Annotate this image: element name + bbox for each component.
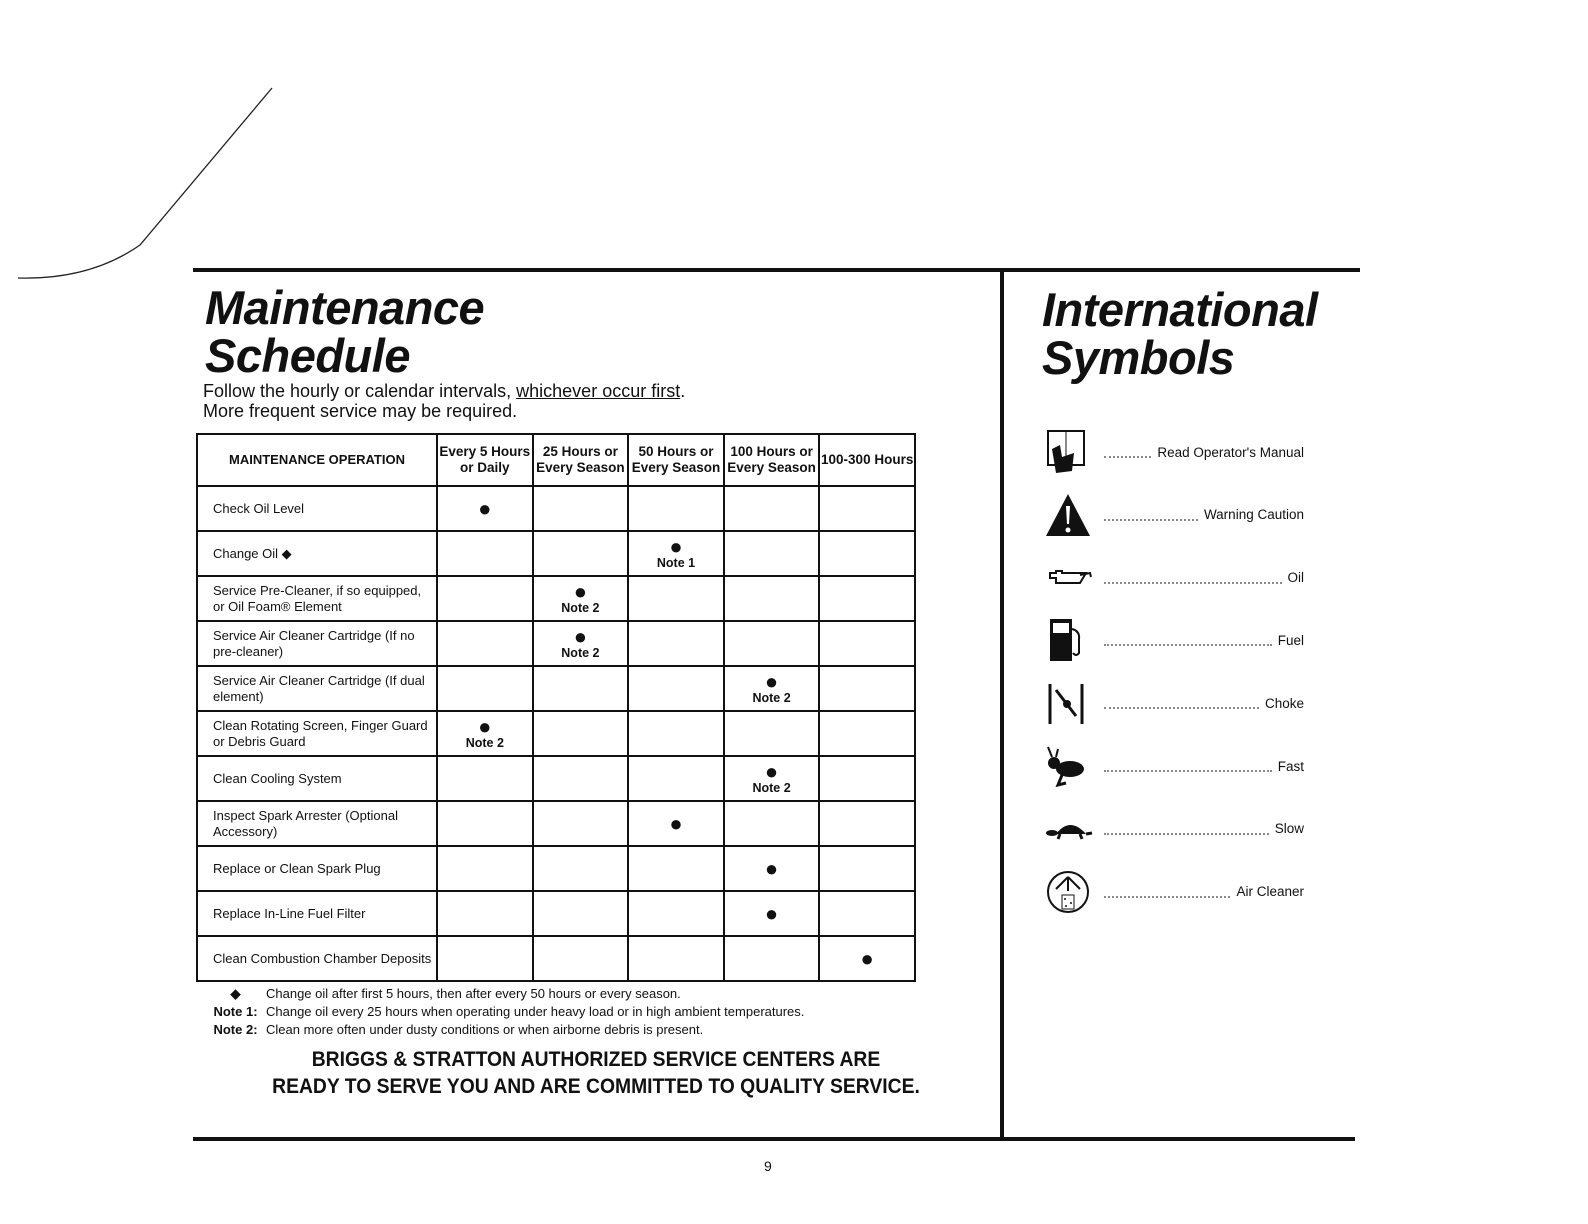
schedule-dot: ● xyxy=(860,945,874,971)
symbol-turtle xyxy=(1042,804,1304,854)
cell-note: Note 2 xyxy=(561,600,600,615)
operation-cell: Change Oil ◆ xyxy=(197,531,437,576)
footnote-key: Note 1: xyxy=(213,1004,258,1019)
cta-line-2: READY TO SERVE YOU AND ARE COMMITTED TO QUALITY SERVICE. xyxy=(272,1075,920,1098)
symbol-oil-can xyxy=(1042,553,1304,603)
schedule-cell xyxy=(628,666,724,711)
table-row xyxy=(197,756,915,801)
symbol-label: Fast xyxy=(1277,758,1304,774)
table-row xyxy=(197,531,915,576)
fuel-pump-icon xyxy=(1042,615,1094,665)
warning-icon xyxy=(1042,490,1094,540)
symbol-fuel-pump xyxy=(1042,615,1304,665)
schedule-cell xyxy=(437,576,533,621)
schedule-cell xyxy=(533,621,629,666)
schedule-cell xyxy=(437,711,533,756)
footnote-text: Clean more often under dusty conditions or when airborne debris is present. xyxy=(266,1022,704,1037)
schedule-cell xyxy=(819,756,915,801)
schedule-cell xyxy=(533,486,629,531)
maintenance-subtitle xyxy=(203,381,685,421)
interval-header: Every 5 Hours or Daily xyxy=(437,434,533,486)
schedule-cell xyxy=(628,846,724,891)
footnote-key: ◆ xyxy=(230,986,241,1001)
schedule-cell xyxy=(533,666,629,711)
leader-dots xyxy=(1104,886,1230,898)
schedule-cell xyxy=(724,666,820,711)
symbol-label: Choke xyxy=(1264,695,1304,711)
schedule-cell xyxy=(819,486,915,531)
leader-dots xyxy=(1104,823,1269,835)
symbol-label: Air Cleaner xyxy=(1236,884,1304,900)
schedule-cell xyxy=(724,621,820,666)
schedule-cell xyxy=(437,801,533,846)
schedule-cell xyxy=(437,936,533,981)
schedule-dot: ● xyxy=(573,578,588,604)
symbol-choke xyxy=(1042,678,1304,728)
table-row xyxy=(197,621,915,666)
operation-cell: Clean Combustion Chamber Deposits xyxy=(197,936,437,981)
air-cleaner-icon xyxy=(1042,867,1094,917)
footnote xyxy=(205,985,804,1003)
table-row xyxy=(197,801,915,846)
operation-cell: Check Oil Level xyxy=(197,486,437,531)
subtitle-text: Follow the hourly or calendar intervals, xyxy=(203,381,517,401)
symbols-title-line-1: International xyxy=(1042,283,1318,336)
choke-icon xyxy=(1042,678,1094,728)
schedule-cell xyxy=(533,711,629,756)
bottom-rule xyxy=(193,1137,1355,1141)
interval-header: 25 Hours or Every Season xyxy=(533,434,629,486)
footnote xyxy=(205,1003,804,1021)
schedule-cell xyxy=(437,666,533,711)
operation-cell: Replace or Clean Spark Plug xyxy=(197,846,437,891)
schedule-cell xyxy=(724,576,820,621)
table-row xyxy=(197,711,915,756)
schedule-cell xyxy=(724,891,820,936)
top-rule xyxy=(193,268,1360,272)
interval-header: 100-300 Hours xyxy=(819,434,915,486)
title-line-1: Maintenance xyxy=(205,281,485,334)
schedule-cell xyxy=(533,531,629,576)
symbol-label: Warning Caution xyxy=(1203,507,1304,523)
cell-note: Note 2 xyxy=(752,780,791,795)
cell-note: Note 2 xyxy=(561,645,600,660)
cell-note: Note 1 xyxy=(656,555,696,570)
operation-cell: Clean Cooling System xyxy=(197,756,437,801)
leader-dots xyxy=(1104,572,1282,584)
leader-dots xyxy=(1104,697,1259,709)
footnote-text: Change oil after first 5 hours, then after every 50 hours or every season. xyxy=(266,986,681,1001)
schedule-cell xyxy=(724,531,820,576)
schedule-cell xyxy=(819,666,915,711)
cell-note: Note 2 xyxy=(752,690,791,705)
schedule-cell xyxy=(437,891,533,936)
schedule-cell xyxy=(724,756,820,801)
column-divider xyxy=(1000,268,1004,1141)
leader-dots xyxy=(1104,509,1198,521)
operation-cell: Service Air Cleaner Cartridge (If dual element) xyxy=(197,666,437,711)
table-row xyxy=(197,846,915,891)
page-number: 9 xyxy=(764,1158,772,1174)
leader-dots xyxy=(1104,760,1272,772)
schedule-cell xyxy=(437,531,533,576)
schedule-cell xyxy=(819,576,915,621)
maintenance-table xyxy=(196,433,916,982)
turtle-icon xyxy=(1042,804,1094,854)
schedule-dot: ● xyxy=(669,533,683,559)
schedule-cell xyxy=(437,621,533,666)
schedule-dot: ● xyxy=(478,495,492,521)
schedule-cell xyxy=(628,531,724,576)
schedule-dot: ● xyxy=(573,623,588,649)
table-row xyxy=(197,891,915,936)
oil-can-icon xyxy=(1042,553,1094,603)
interval-header: 100 Hours or Every Season xyxy=(724,434,820,486)
leader-dots xyxy=(1104,634,1272,646)
symbol-label: Read Operator's Manual xyxy=(1157,444,1304,460)
schedule-cell xyxy=(628,486,724,531)
schedule-cell xyxy=(819,936,915,981)
schedule-cell xyxy=(533,846,629,891)
symbol-rabbit xyxy=(1042,741,1304,791)
table-row xyxy=(197,666,915,711)
schedule-cell xyxy=(533,576,629,621)
operation-cell: Service Pre-Cleaner, if so equipped, or Oil Foam® Element xyxy=(197,576,437,621)
footnotes xyxy=(205,985,804,1039)
cta-line-1: BRIGGS & STRATTON AUTHORIZED SERVICE CENTERS ARE xyxy=(311,1048,881,1071)
operation-header: MAINTENANCE OPERATION xyxy=(197,434,437,486)
service-centers-statement xyxy=(228,1046,964,1100)
subtitle-period: . xyxy=(680,381,686,401)
stray-pen-mark xyxy=(0,80,290,290)
schedule-cell xyxy=(628,936,724,981)
footnote-text: Change oil every 25 hours when operating under heavy load or in high ambient temperatures. xyxy=(266,1004,805,1019)
table-row xyxy=(197,486,915,531)
symbol-label: Oil xyxy=(1287,570,1304,586)
subtitle-emphasis: whichever occur first xyxy=(516,381,681,401)
schedule-dot: ● xyxy=(764,855,779,881)
schedule-cell xyxy=(437,756,533,801)
schedule-dot: ● xyxy=(669,810,683,836)
interval-header: 50 Hours or Every Season xyxy=(628,434,724,486)
schedule-cell xyxy=(628,621,724,666)
symbols-title-line-2: Symbols xyxy=(1042,331,1235,384)
operation-cell: Inspect Spark Arrester (Optional Accessory) xyxy=(197,801,437,846)
schedule-cell xyxy=(533,801,629,846)
schedule-dot: ● xyxy=(478,713,492,739)
operation-cell: Replace In-Line Fuel Filter xyxy=(197,891,437,936)
schedule-cell xyxy=(819,846,915,891)
table-row xyxy=(197,936,915,981)
schedule-dot: ● xyxy=(764,668,779,694)
schedule-cell xyxy=(437,486,533,531)
schedule-cell xyxy=(819,891,915,936)
symbols-title xyxy=(1042,283,1318,384)
maintenance-title xyxy=(205,281,485,382)
schedule-cell xyxy=(724,486,820,531)
schedule-dot: ● xyxy=(764,900,779,926)
symbol-air-cleaner xyxy=(1042,867,1304,917)
symbol-label: Fuel xyxy=(1277,632,1304,648)
schedule-cell xyxy=(819,801,915,846)
schedule-cell xyxy=(724,801,820,846)
manual-icon xyxy=(1042,427,1094,477)
title-line-2: Schedule xyxy=(205,329,410,382)
schedule-cell xyxy=(724,936,820,981)
rabbit-icon xyxy=(1042,741,1094,791)
symbol-warning xyxy=(1042,490,1304,540)
schedule-cell xyxy=(533,936,629,981)
subtitle-line-2: More frequent service may be required. xyxy=(203,401,518,421)
schedule-cell xyxy=(533,891,629,936)
schedule-cell xyxy=(724,846,820,891)
table-row xyxy=(197,576,915,621)
operation-cell: Service Air Cleaner Cartridge (If no pre-cleaner) xyxy=(197,621,437,666)
schedule-cell xyxy=(628,756,724,801)
operation-cell: Clean Rotating Screen, Finger Guard or Debris Guard xyxy=(197,711,437,756)
footnote-key: Note 2: xyxy=(213,1022,258,1037)
schedule-cell xyxy=(628,801,724,846)
schedule-dot: ● xyxy=(764,758,779,784)
leader-dots xyxy=(1104,446,1151,458)
schedule-cell xyxy=(628,891,724,936)
schedule-cell xyxy=(819,621,915,666)
symbol-manual xyxy=(1042,427,1304,477)
footnote xyxy=(205,1021,804,1039)
schedule-cell xyxy=(819,531,915,576)
symbol-label: Slow xyxy=(1274,821,1304,837)
cell-note: Note 2 xyxy=(465,735,504,750)
schedule-cell xyxy=(628,711,724,756)
schedule-cell xyxy=(533,756,629,801)
schedule-cell xyxy=(628,576,724,621)
schedule-cell xyxy=(724,711,820,756)
schedule-cell xyxy=(437,846,533,891)
schedule-cell xyxy=(819,711,915,756)
